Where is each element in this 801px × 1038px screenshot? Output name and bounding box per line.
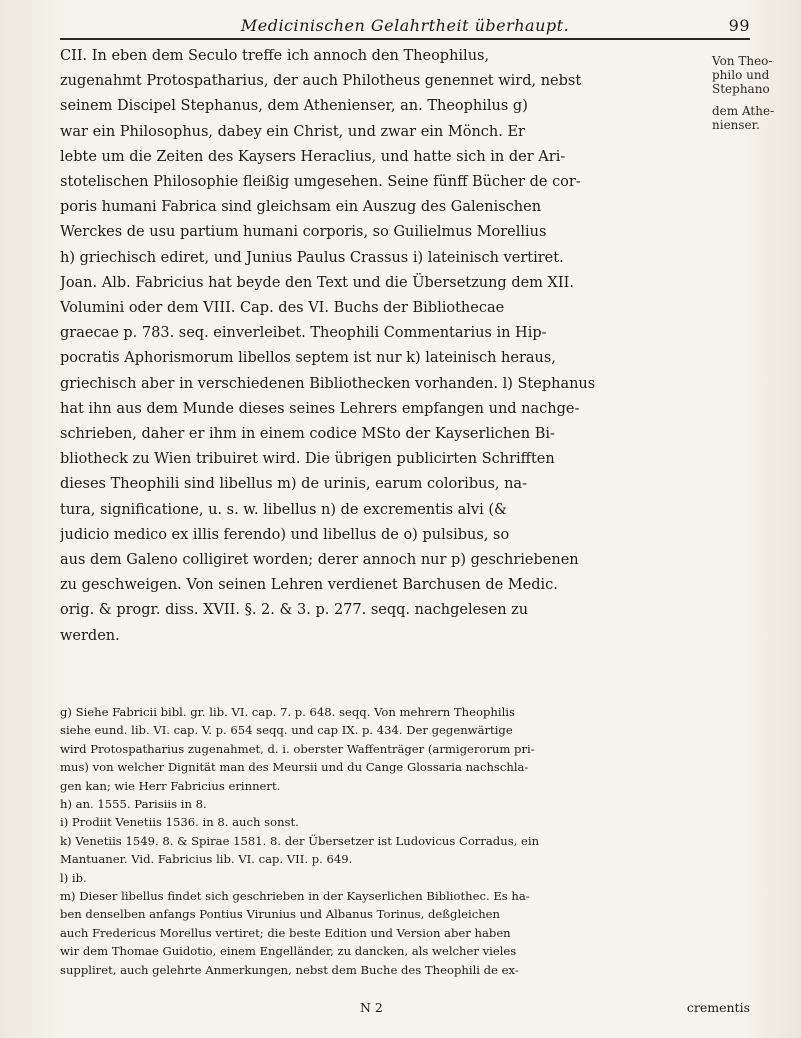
text-line: orig. & progr. diss. XVII. §. 2. & 3. p. 277. seqq. nachgelesen zu — [60, 602, 529, 619]
text-line: CII. In eben dem Seculo treffe ich annoch den Theophilus, — [60, 48, 490, 64]
footnote-line: auch Fredericus Morellus vertiret; die beste Edition und Version aber haben — [60, 925, 511, 940]
text-line: h) griechisch ediret, und Junius Paulus Crassus i) lateinisch vertiret. — [60, 249, 564, 266]
footnote-line: m) Dieser libellus findet sich geschrieben in der Kayserlichen Bibliothec. Es ha- — [60, 889, 530, 904]
footnote-line: k) Venetiis 1549. 8. & Spirae 1581. 8. der Übersetzer ist Ludovicus Corradus, ein — [60, 833, 540, 848]
text-line: lebte um die Zeiten des Kaysers Heraclius, und hatte sich in der Ari- — [60, 148, 566, 165]
footnote-line: suppliret, auch gelehrte Anmerkungen, nebst dem Buche des Theophili de ex- — [60, 962, 519, 977]
text-line: zugenahmt Protospatharius, der auch Philotheus genennet wird, nebst — [60, 73, 582, 90]
footnote-line: g) Siehe Fabricii bibl. gr. lib. VI. cap. 7. p. 648. seqq. Von mehrern Theophilis — [60, 705, 515, 719]
text-line: werden. — [60, 627, 120, 644]
signature-mark: N 2 — [360, 1000, 383, 1015]
text-line: seinem Discipel Stephanus, dem Athenienser, an. Theophilus g) — [60, 98, 528, 115]
footnote-line: i) Prodiit Venetiis 1536. in 8. auch sonst. — [60, 815, 299, 830]
main-paragraph — [60, 44, 710, 649]
footnote-line: siehe eund. lib. VI. cap. V. p. 654 seqq. und cap IX. p. 434. Der gegenwärtige — [60, 723, 513, 738]
text-line: war ein Philosophus, dabey ein Christ, und zwar ein Mönch. Er — [60, 123, 525, 140]
footnote-line: ben denselben anfangs Pontius Virunius und Albanus Torinus, deßgleichen — [60, 907, 501, 922]
margin-note: dem Athe- nienser. — [712, 104, 775, 132]
text-line: Joan. Alb. Fabricius hat beyde den Text und die Übersetzung dem XII. — [60, 274, 574, 291]
footnote-line: wir dem Thomae Guidotio, einem Engelländer, zu dancken, als welcher vieles — [60, 944, 517, 959]
text-line: aus dem Galeno colligiret worden; derer annoch nur p) geschriebenen — [60, 552, 579, 569]
footnote-line: h) an. 1555. Parisiis in 8. — [60, 797, 207, 812]
footnote-line: gen kan; wie Herr Fabricius erinnert. — [60, 778, 281, 793]
text-line: pocratis Aphorismorum libellos septem ist nur k) lateinisch heraus, — [60, 350, 556, 367]
page-number: 99 — [728, 16, 750, 35]
text-line: Volumini oder dem VIII. Cap. des VI. Buchs der Bibliothecae — [60, 300, 505, 317]
text-line: hat ihn aus dem Munde dieses seines Lehrers empfangen und nachge- — [60, 400, 580, 417]
catchword: crementis — [686, 1000, 750, 1015]
footnote-line: Mantuaner. Vid. Fabricius lib. VI. cap. VII. p. 649. — [60, 852, 353, 867]
text-line: stotelischen Philosophie fleißig umgesehen. Seine fünff Bücher de cor- — [60, 174, 581, 191]
text-line: Werckes de usu partium humani corporis, so Guilielmus Morellius — [60, 224, 547, 241]
text-line: schrieben, daher er ihm in einem codice MSto der Kayserlichen Bi- — [60, 426, 555, 443]
text-line: griechisch aber in verschiedenen Bibliothecken vorhanden. l) Stephanus — [60, 375, 596, 392]
footnote-line: mus) von welcher Dignität man des Meursii und du Cange Glossaria nachschla- — [60, 760, 529, 775]
page-footer — [60, 1000, 750, 1020]
margin-note: Von Theo- philo und Stephano — [712, 54, 773, 96]
text-line: bliotheck zu Wien tribuiret wird. Die übrigen publicirten Schrifften — [60, 451, 555, 468]
text-line: graecae p. 783. seq. einverleibet. Theophili Commentarius in Hip- — [60, 325, 547, 342]
text-line: tura, significatione, u. s. w. libellus n) de excrementis alvi (& — [60, 501, 507, 518]
running-head — [60, 14, 750, 38]
text-line: judicio medico ex illis ferendo) und libellus de o) pulsibus, so — [60, 526, 510, 543]
text-line: poris humani Fabrica sind gleichsam ein Auszug des Galenischen — [60, 199, 542, 216]
running-title: Medicinischen Gelahrtheit überhaupt. — [240, 16, 570, 35]
text-line: zu geschweigen. Von seinen Lehren verdienet Barchusen de Medic. — [60, 577, 558, 594]
text-line: dieses Theophili sind libellus m) de urinis, earum coloribus, na- — [60, 476, 527, 493]
footnotes — [60, 703, 750, 979]
header-rule — [60, 38, 750, 40]
footnote-line: l) ib. — [60, 870, 87, 885]
footnote-line: wird Protospatharius zugenahmet, d. i. oberster Waffenträger (armigerorum pri- — [60, 741, 535, 756]
